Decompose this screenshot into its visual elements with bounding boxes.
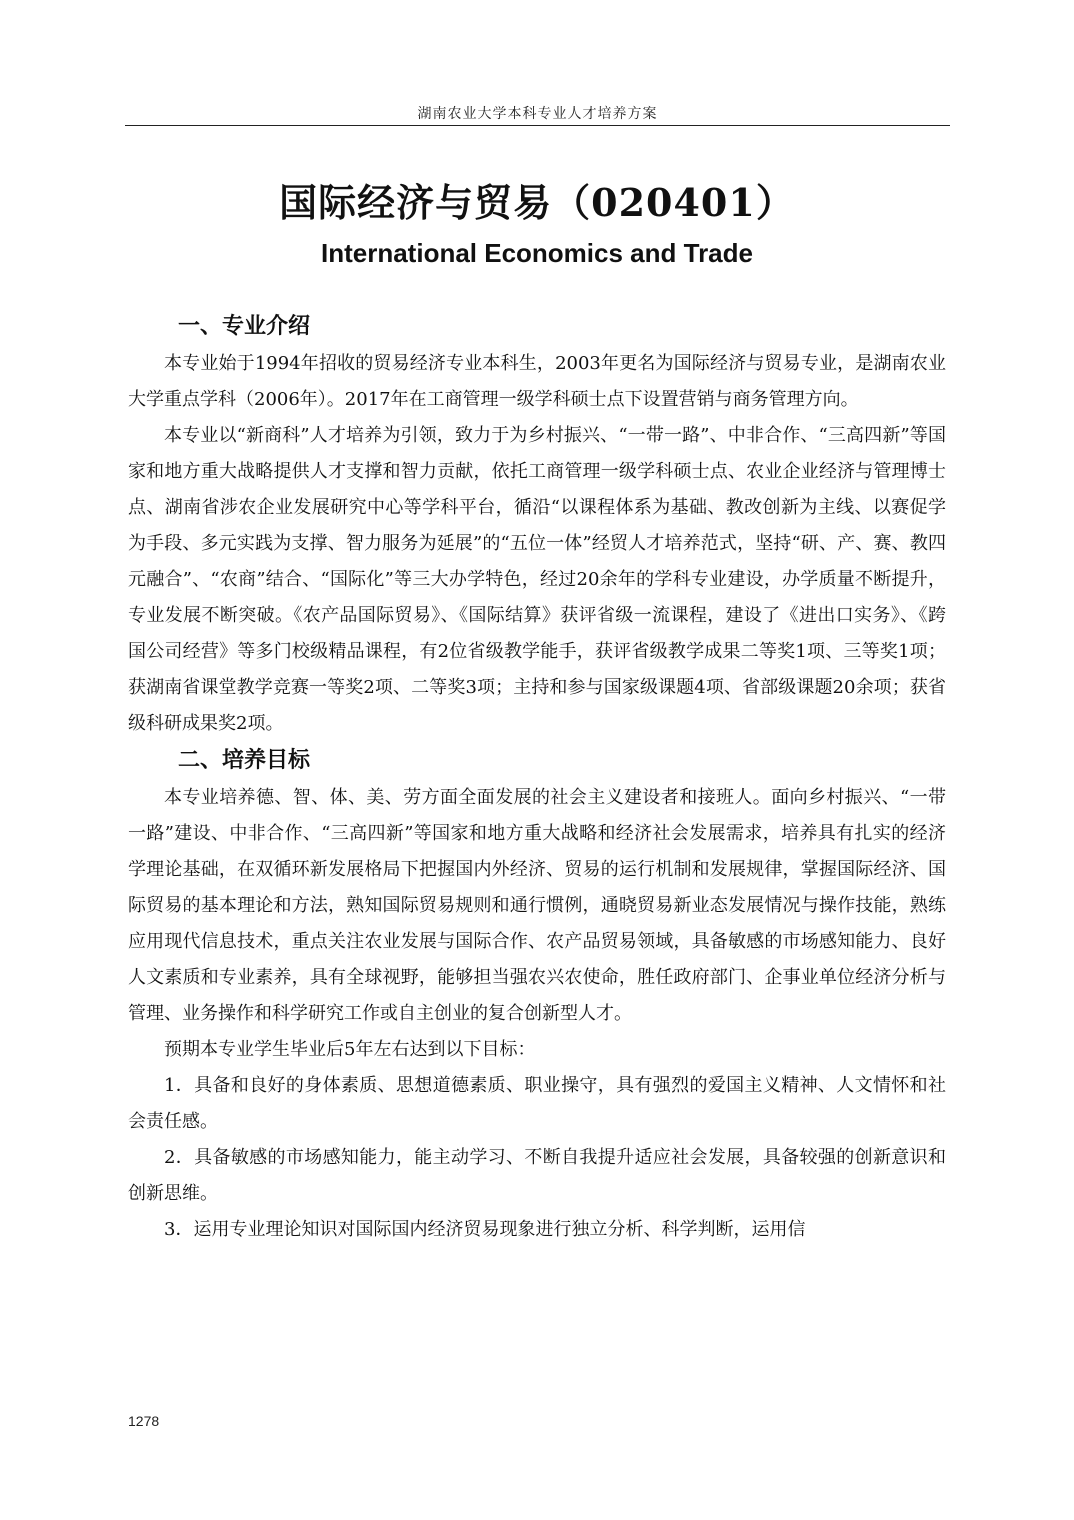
section-introduction	[128, 308, 946, 742]
objective-item: 1．具备和良好的身体素质、思想道德素质、职业操守，具有强烈的爱国主义精神、人文情怀和社会责任感。	[128, 1075, 946, 1132]
objective-item: 2．具备敏感的市场感知能力，能主动学习、不断自我提升适应社会发展，具备较强的创新意识和创新思维。	[128, 1147, 946, 1204]
section-heading: 二、培养目标	[178, 748, 311, 773]
running-header: 湖南农业大学本科专业人才培养方案	[417, 106, 658, 122]
body-paragraph: 预期本专业学生毕业后5年左右达到以下目标：	[164, 1039, 536, 1060]
body-paragraph: 本专业始于1994年招收的贸易经济专业本科生，2003年更名为国际经济与贸易专业，是湖南农业大学重点学科（2006年）。2017年在工商管理一级学科硕士点下设置营销与商务管理方向。	[128, 353, 946, 410]
page-number: 1278	[128, 1413, 160, 1429]
header-rule	[125, 125, 950, 126]
section-heading: 一、专业介绍	[178, 314, 311, 339]
objective-item: 3．运用专业理论知识对国际国内经济贸易现象进行独立分析、科学判断，运用信	[164, 1219, 806, 1240]
document-title: 国际经济与贸易（020401）	[279, 180, 795, 225]
body-paragraph: 本专业以“新商科”人才培养为引领，致力于为乡村振兴、“一带一路”、中非合作、“三高四新”等国家和地方重大战略提供人才支撑和智力贡献，依托工商管理一级学科硕士点、农业企业经济与管理博士点、湖南省涉农企业发展研究中心等学科平台，循沿“以课程体系为基础、教改创新为主线、以赛促学为手段、多元实践为支撑、智力服务为延展”的“五位一体”经贸人才培养范式，坚持“研、产、赛、教四元融合”、“农商”结合、“国际化”等三大办学特色，经过20余年的学科专业建设，办学质量不断提升，专业发展不断突破。《农产品国际贸易》、《国际结算》获评省级一流课程，建设了《进出口实务》、《跨国公司经营》等多门校级精品课程，有2位省级教学能手，获评省级教学成果二等奖1项、三等奖1项；获湖南省课堂教学竞赛一等奖2项、二等奖3项；主持和参与国家级课题4项、省部级课题20余项；获省级科研成果奖2项。	[128, 425, 946, 734]
section-objectives	[128, 742, 946, 1248]
document-body	[128, 308, 946, 1248]
body-paragraph: 本专业培养德、智、体、美、劳方面全面发展的社会主义建设者和接班人。面向乡村振兴、“一带一路”建设、中非合作、“三高四新”等国家和地方重大战略和经济社会发展需求，培养具有扎实的经济学理论基础，在双循环新发展格局下把握国内外经济、贸易的运行机制和发展规律，掌握国际经济、国际贸易的基本理论和方法，熟知国际贸易规则和通行惯例，通晓贸易新业态发展情况与操作技能，熟练应用现代信息技术，重点关注农业发展与国际合作、农产品贸易领域，具备敏感的市场感知能力、良好人文素质和专业素养，具有全球视野，能够担当强农兴农使命，胜任政府部门、企事业单位经济分析与管理、业务操作和科学研究工作或自主创业的复合创新型人才。	[128, 787, 946, 1024]
document-subtitle: International Economics and Trade	[321, 238, 753, 268]
